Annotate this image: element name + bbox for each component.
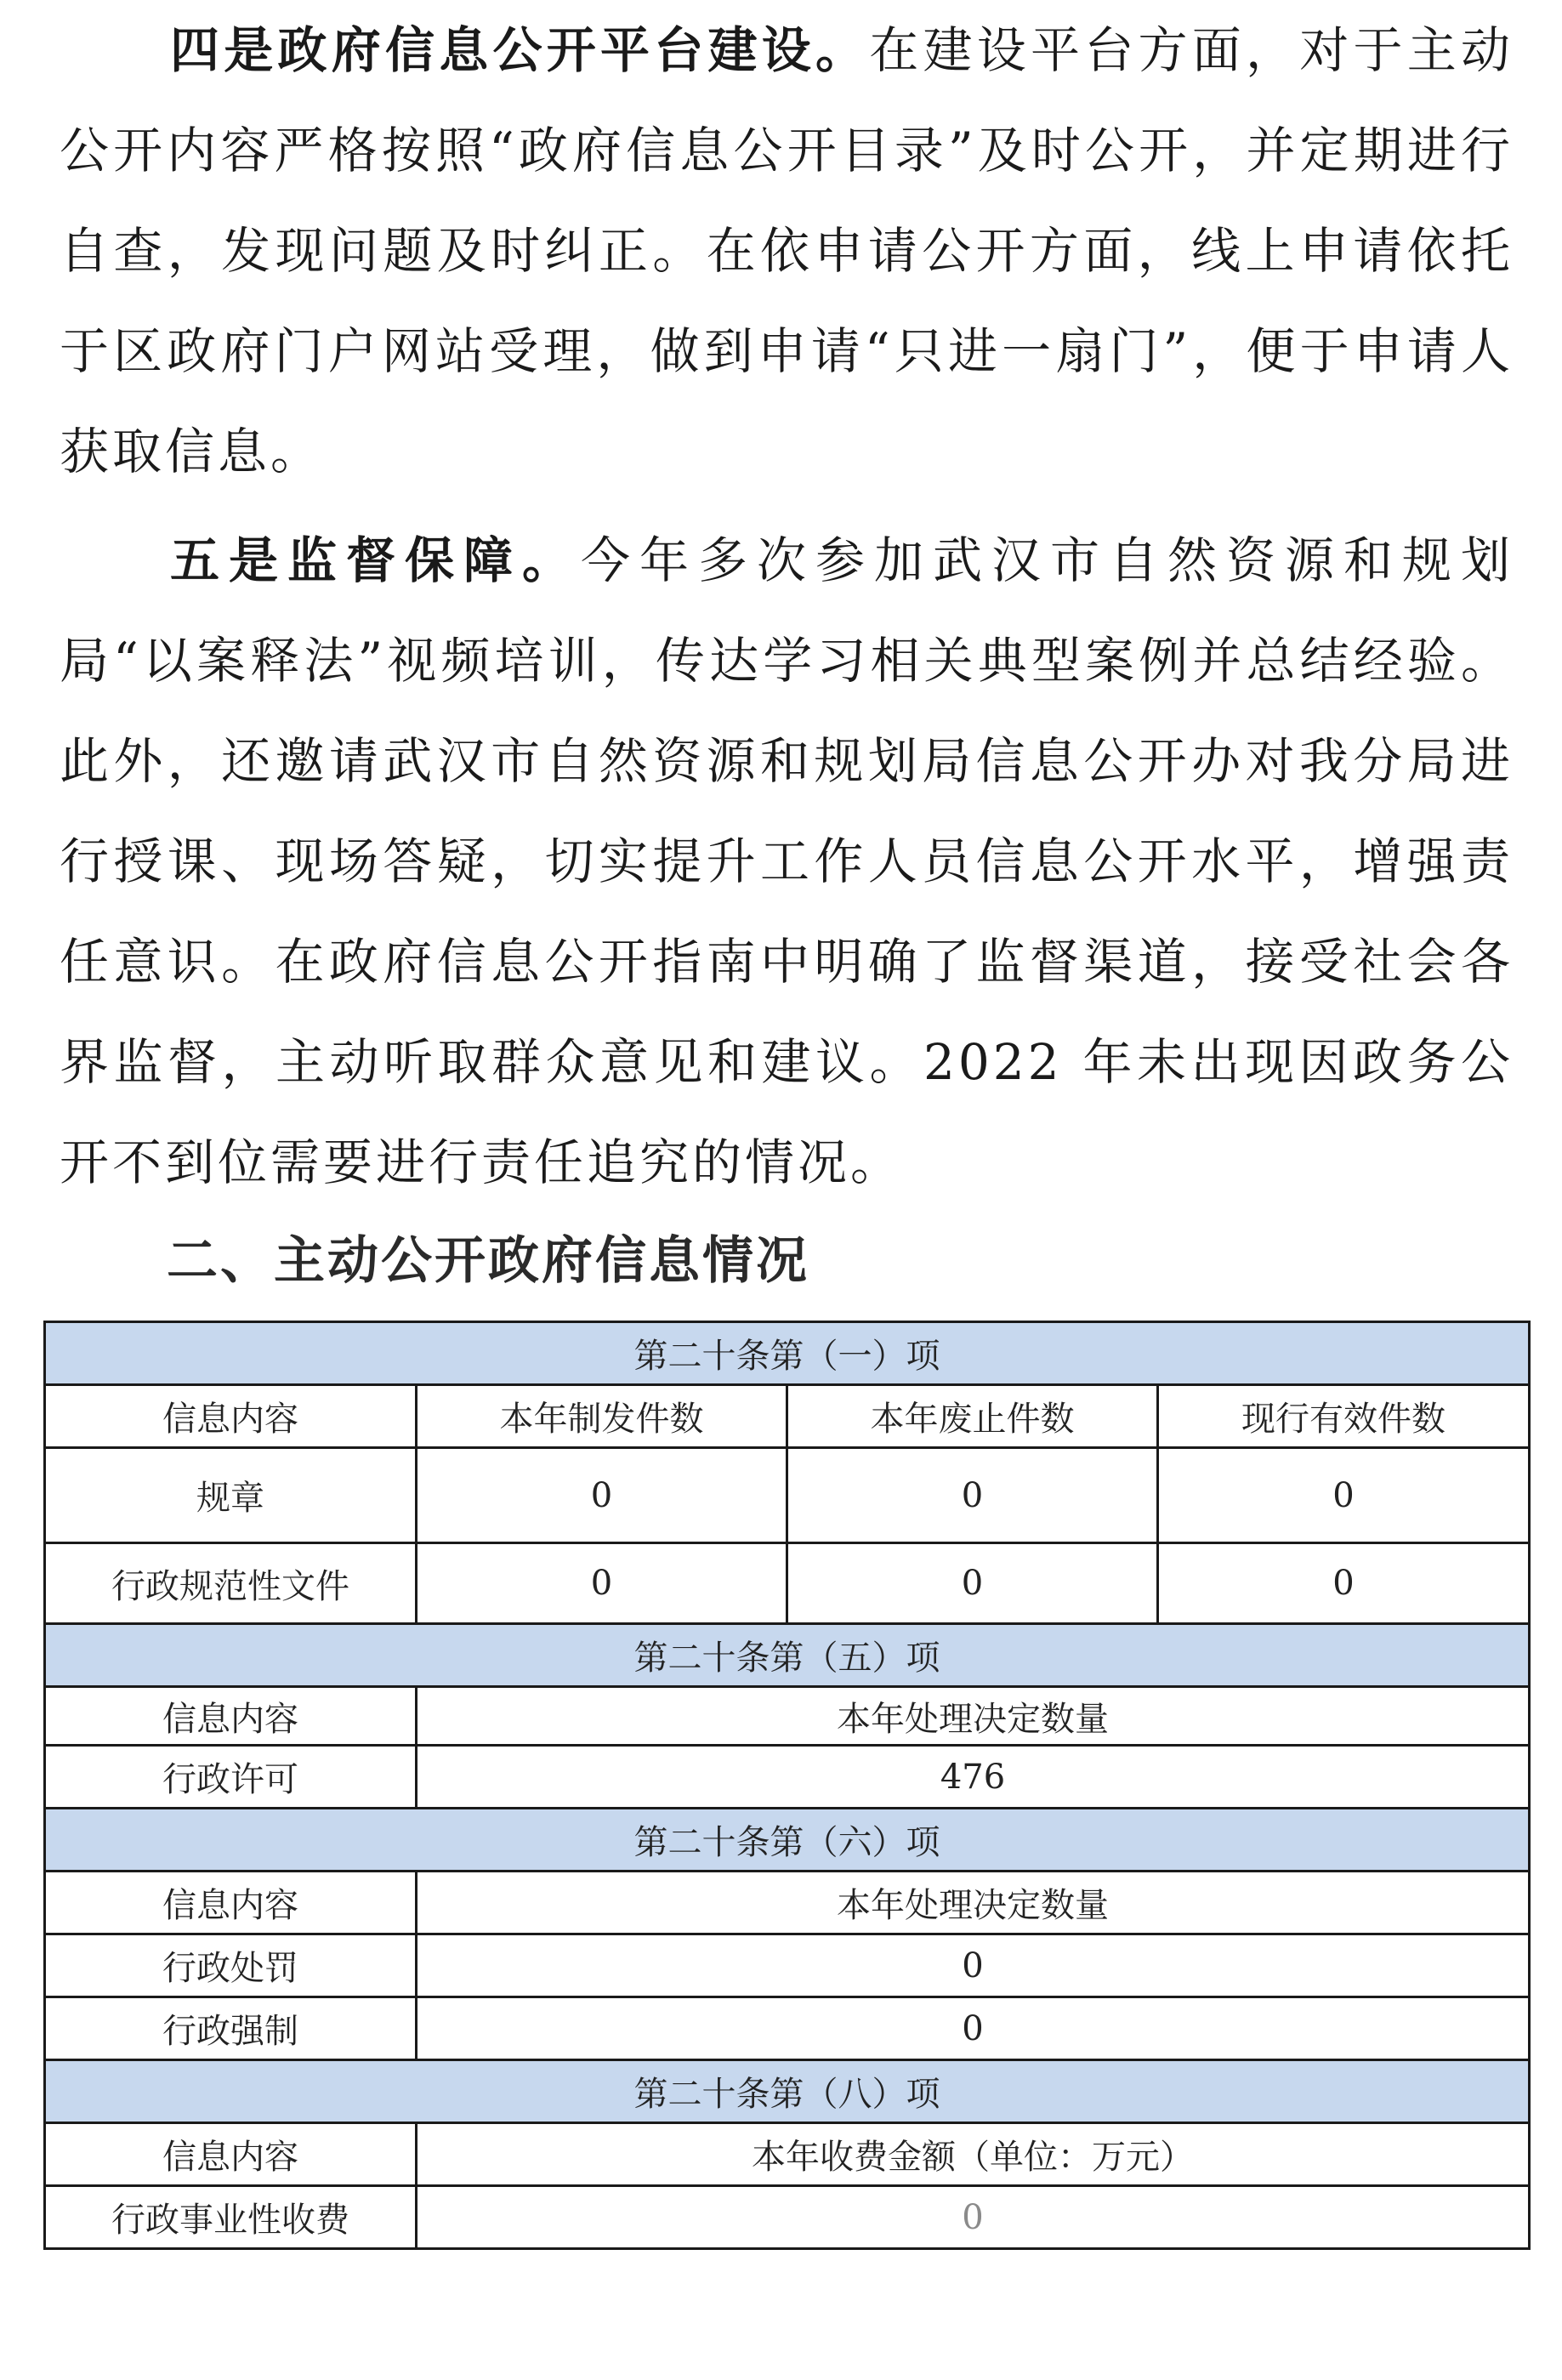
table-cell: 0: [417, 1997, 1530, 2060]
table-header-row: [45, 2123, 1530, 2186]
table-header-row: [45, 1872, 1530, 1934]
table-header-row: [45, 1687, 1530, 1746]
table-row: [45, 1448, 1530, 1543]
section-heading: 二、主动公开政府信息情况: [167, 1231, 809, 1291]
table-cell: 0: [787, 1448, 1158, 1543]
section-title: 第二十条第（八）项: [45, 2060, 1530, 2123]
table-cell: 476: [417, 1746, 1530, 1809]
column-header: 信息内容: [45, 1687, 417, 1746]
table-cell: 0: [1158, 1543, 1530, 1624]
disclosure-table: [43, 1321, 1531, 2250]
table-cell: 0: [1158, 1448, 1530, 1543]
row-label: 行政处罚: [45, 1934, 417, 1997]
table-section-row: [45, 1624, 1530, 1687]
table-section-row: [45, 1809, 1530, 1872]
table-row: [45, 1934, 1530, 1997]
section-title: 第二十条第（六）项: [45, 1809, 1530, 1872]
row-label: 规章: [45, 1448, 417, 1543]
paragraph-lead: 四是政府信息公开平台建设。: [170, 21, 870, 79]
table-section-row: [45, 2060, 1530, 2123]
section-title: 第二十条第（一）项: [45, 1322, 1530, 1385]
column-header: 信息内容: [45, 1872, 417, 1934]
column-header: 现行有效件数: [1158, 1385, 1530, 1448]
row-label: 行政强制: [45, 1997, 417, 2060]
column-header: 本年处理决定数量: [417, 1687, 1530, 1746]
column-header: 本年制发件数: [417, 1385, 787, 1448]
row-label: 行政规范性文件: [45, 1543, 417, 1624]
column-header: 信息内容: [45, 1385, 417, 1448]
table-row: [45, 1746, 1530, 1809]
column-header: 本年废止件数: [787, 1385, 1158, 1448]
paragraph-supervision: [60, 510, 1514, 1213]
paragraph-lead: 五是监督保障。: [170, 531, 581, 589]
paragraph-text: 今年多次参加武汉市自然资源和规划局“以案释法”视频培训，传达学习相关典型案例并总结经验。此外，还邀请武汉市自然资源和规划局信息公开办对我分局进行授课、现场答疑，切实提升工作人员信息公开水平，增强责任意识。在政府信息公开指南中明确了监督渠道，接受社会各界监督，主动听取群众意见和建议。2022 年未出现因政务公开不到位需要进行责任追究的情况。: [60, 531, 1514, 1191]
table-cell: 0: [417, 2186, 1530, 2249]
section-title: 第二十条第（五）项: [45, 1624, 1530, 1687]
table-row: [45, 1997, 1530, 2060]
table-cell: 0: [787, 1543, 1158, 1624]
table-header-row: [45, 1385, 1530, 1448]
table-row: [45, 2186, 1530, 2249]
table-cell: 0: [417, 1448, 787, 1543]
column-header: 本年处理决定数量: [417, 1872, 1530, 1934]
column-header: 本年收费金额（单位：万元）: [417, 2123, 1530, 2186]
table-cell: 0: [417, 1543, 787, 1624]
table-section-row: [45, 1322, 1530, 1385]
row-label: 行政事业性收费: [45, 2186, 417, 2249]
paragraph-text: 在建设平台方面，对于主动公开内容严格按照“政府信息公开目录”及时公开，并定期进行自查，发现问题及时纠正。在依申请公开方面，线上申请依托于区政府门户网站受理，做到申请“只进一扇门”，便于申请人获取信息。: [60, 21, 1514, 480]
table-cell: 0: [417, 1934, 1530, 1997]
column-header: 信息内容: [45, 2123, 417, 2186]
paragraph-platform-construction: [60, 0, 1514, 502]
row-label: 行政许可: [45, 1746, 417, 1809]
table-row: [45, 1543, 1530, 1624]
